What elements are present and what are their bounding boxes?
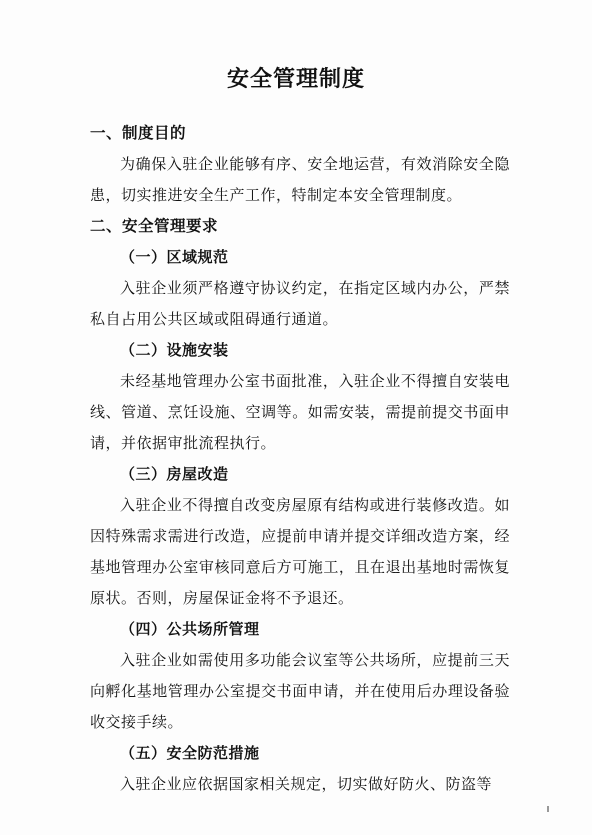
subsection-heading-renovation: （三）房屋改造 — [120, 465, 229, 483]
subsection-text-installation: 未经基地管理办公室书面批准，入驻企业不得擅自安装电线、管道、烹饪设施、空调等。如需安装，需提前提交书面申请，并依据审批流程执行。 — [90, 372, 510, 452]
subsection-text-public-space: 入驻企业如需使用多功能会议室等公共场所，应提前三天向孵化基地管理办公室提交书面申请，并在使用后办理设备验收交接手续。 — [90, 651, 510, 731]
section-heading-requirements: 二、安全管理要求 — [90, 217, 219, 235]
scan-mark — [547, 806, 549, 812]
section-text-purpose: 为确保入驻企业能够有序、安全地运营，有效消除安全隐患，切实推进安全生产工作，特制定本安全管理制度。 — [90, 155, 510, 204]
document-body — [90, 118, 510, 800]
subsection-text-area: 入驻企业须严格遵守协议约定，在指定区域内办公，严禁私自占用公共区域或阻碍通行通道。 — [90, 279, 510, 328]
subsection-heading-area: （一）区域规范 — [120, 248, 229, 266]
subsection-heading-public-space: （四）公共场所管理 — [120, 620, 260, 638]
subsection-heading-safety: （五）安全防范措施 — [120, 744, 260, 762]
subsection-text-renovation: 入驻企业不得擅自改变房屋原有结构或进行装修改造。如因特殊需求需进行改造，应提前申请并提交详细改造方案，经基地管理办公室审核同意后方可施工，且在退出基地时需恢复原状。否则，房屋保证金将不予退还。 — [90, 496, 510, 607]
section-heading-purpose: 一、制度目的 — [90, 124, 187, 142]
subsection-heading-installation: （二）设施安装 — [120, 341, 229, 359]
document-title: 安全管理制度 — [226, 67, 365, 92]
subsection-text-safety: 入驻企业应依据国家相关规定，切实做好防火、防盗等 — [120, 775, 493, 793]
